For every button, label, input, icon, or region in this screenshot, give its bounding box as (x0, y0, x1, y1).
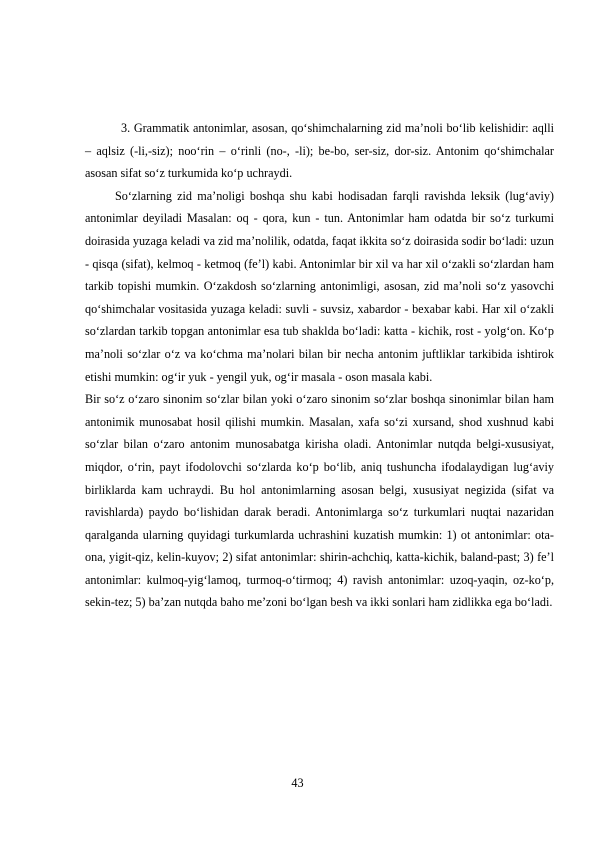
document-body (85, 117, 554, 614)
paragraph-lexical-antonyms: So‘zlarning zid ma’noligi boshqa shu kabi hodisadan farqli ravishda leksik (lug‘aviy) antonimlar deyiladi Masalan: oq - qora, kun - tun. Antonimlar ham odatda bir so‘z turkumi doirasida yuzaga keladi va zid ma’nolilik, odatda, faqat ikkita so‘z doirasida sodir bo‘ladi: uzun - qisqa (sifat), kelmoq - ketmoq (fe’l) kabi. Antonimlar bir xil va har xil o‘zakli so‘zlardan ham tarkib topishi mumkin. O‘zakdosh so‘zlarning antonimligi, asosan, zid ma’noli so‘z yasovchi qo‘shimchalar vositasida yuzaga keladi: suvli - suvsiz, xabardor - bexabar kabi. Har xil o‘zakli so‘zlardan tarkib topgan antonimlar esa tub shaklda bo‘ladi: katta - kichik, rost - yolg‘on. Ko‘p ma’noli so‘zlar o‘z va ko‘chma ma’nolari bilan bir necha antonim juftliklar tarkibida ishtirok etishi mumkin: og‘ir yuk - yengil yuk, og‘ir masala - oson masala kabi. (85, 188, 554, 384)
paragraph-grammatical-antonyms: 3. Grammatik antonimlar, asosan, qo‘shimchalarning zid ma’noli bo‘lib kelishidir: aqlli – aqlsiz (-li,-siz); noo‘rin – o‘rinli (no-, -li); be-bo, ser-siz, dor-siz. Antonim qo‘shimchalar asosan sifat so‘z turkumida ko‘p uchraydi. (85, 121, 554, 181)
paragraph-synonym-antonymy: Bir so‘z o‘zaro sinonim so‘zlar bilan yoki o‘zaro sinonim so‘zlar boshqa sinonimlar bilan ham antonimik munosabat hosil qilishi mumkin. Masalan, xafa so‘zi xursand, shod xushnud kabi so‘zlar bilan o‘zaro antonim munosabatga kirisha oladi. Antonimlar nutqda belgi-xususiyat, miqdor, o‘rin, payt ifodolovchi so‘zlarda ko‘p bo‘lib, aniq tushuncha ifodalaydigan lug‘aviy birliklarda kam uchraydi. Bu hol antonimlarning asosan belgi, xususiyat negizida (sifat va ravishlarda) paydo bo‘lishidan darak beradi. Antonimlarga so‘z turkumlari nuqtai nazaridan qaralganda ularning quyidagi turkumlarda uchrashini kuzatish mumkin: 1) ot antonimlar: ota-ona, yigit-qiz, kelin-kuyov; 2) sifat antonimlar: shirin-achchiq, katta-kichik, baland-past; 3) fe’l antonimlar: kulmoq-yig‘lamoq, turmoq-o‘tirmoq; 4) ravish antonimlar: uzoq-yaqin, oz-ko‘p, sekin-tez; 5) ba’zan nutqda baho me’zoni bo‘lgan besh va ikki sonlari ham zidlikka ega bo‘ladi. (85, 392, 554, 610)
page-number: 43 (291, 776, 304, 790)
